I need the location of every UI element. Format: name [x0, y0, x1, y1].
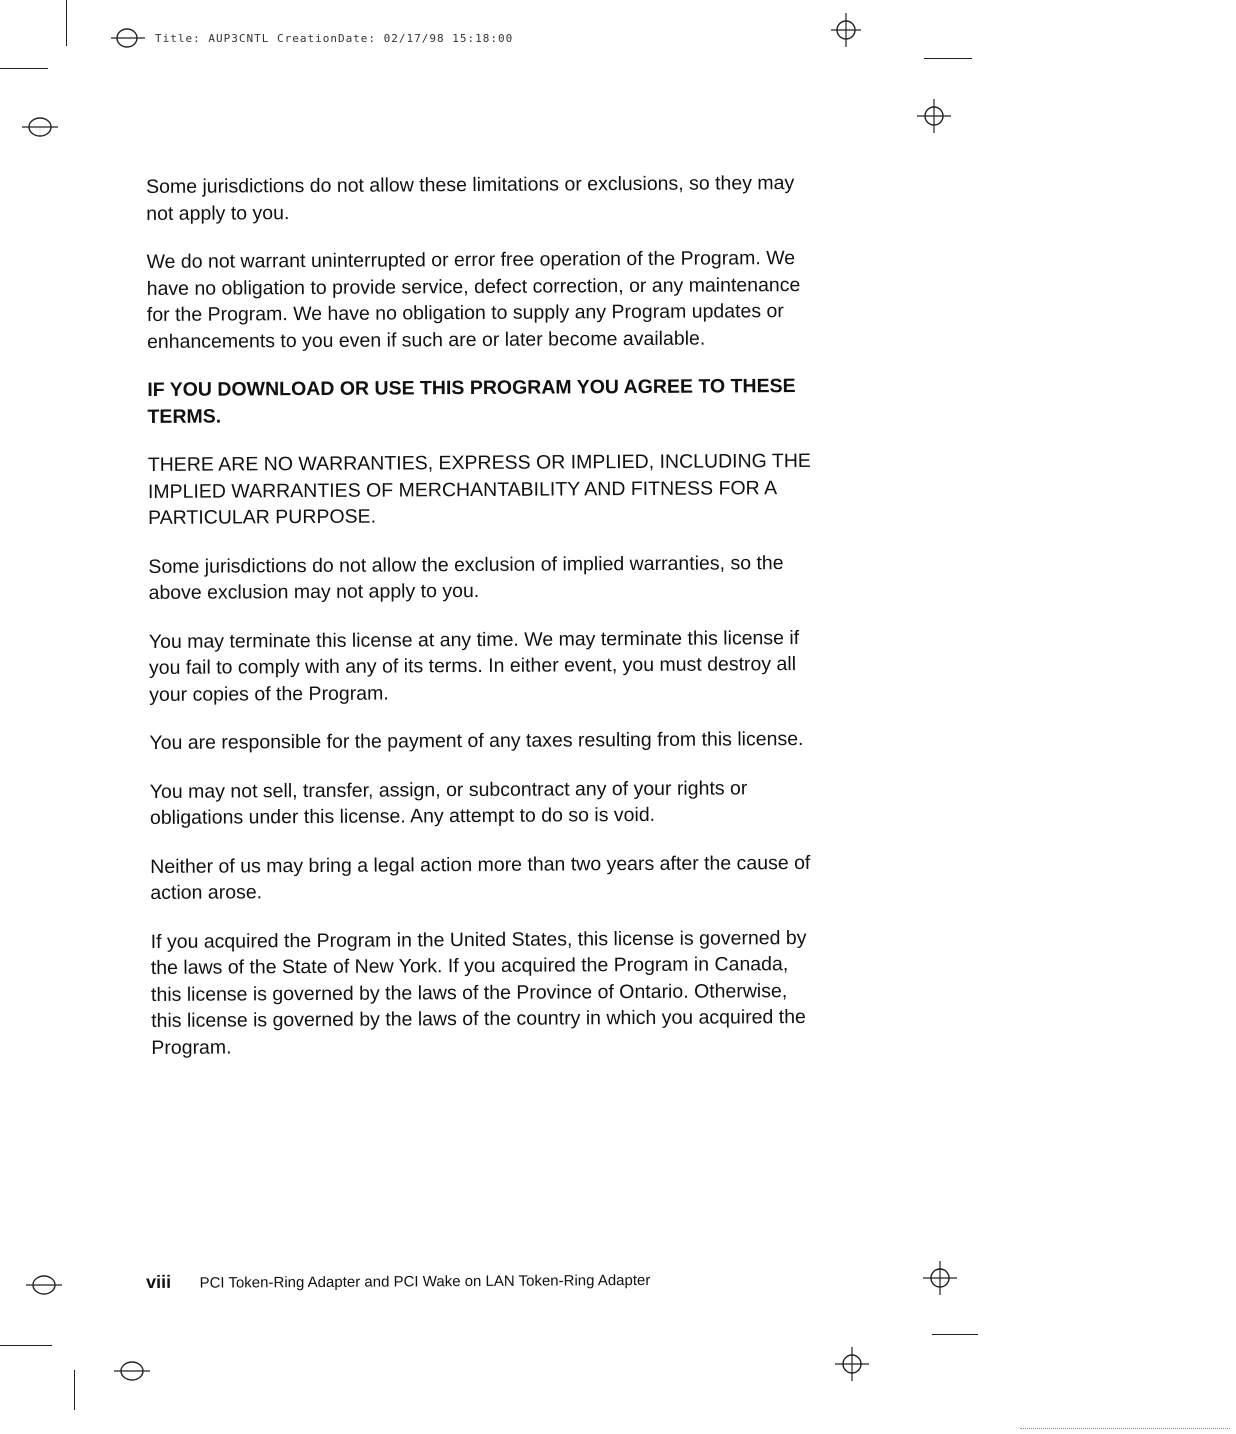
crop-mark-line [0, 68, 48, 69]
registration-mark-icon [834, 1346, 870, 1382]
paragraph-no-warranty-operation: We do not warrant uninterrupted or error free operation of the Program. We have no obligation to provide service, defect correction, or any maintenance for the Program. We have no obligation to supply any Program updates or enhancements to you even if such are or later become available. [146, 247, 801, 353]
paragraph-transfer: You may not sell, transfer, assign, or subcontract any of your rights or obligations under this license. Any attempt to do so is void. [149, 776, 748, 829]
paragraph-limitations: Some jurisdictions do not allow these limitations or exclusions, so they may not apply to you. [146, 172, 795, 225]
print-slug: Title: AUP3CNTL CreationDate: 02/17/98 15:18:00 [155, 32, 514, 45]
paragraph-taxes: You are responsible for the payment of any taxes resulting from this license. [149, 727, 804, 754]
paragraph-governing-law: If you acquired the Program in the United States, this license is governed by the laws of the State of New York. If you acquired the Program in Canada, this license is governed by the laws of the Province of Ontario. Otherwise, this license is governed by the laws of the country in which you acquired the Program. [150, 926, 807, 1059]
registration-mark-icon [24, 1272, 64, 1298]
crop-mark-line [924, 58, 972, 59]
crop-mark-line [932, 1334, 978, 1335]
warranty-statement: THERE ARE NO WARRANTIES, EXPRESS OR IMPLIED, INCLUDING THE IMPLIED WARRANTIES OF MERCHANTABILITY AND FITNESS FOR A PARTICULAR PURPOSE. [147, 449, 811, 529]
crop-mark-line [66, 0, 67, 46]
registration-mark-icon [916, 98, 952, 134]
license-text [146, 170, 822, 1083]
crop-mark-line [0, 1345, 52, 1346]
agreement-heading: IF YOU DOWNLOAD OR USE THIS PROGRAM YOU AGREE TO THESE TERMS. [147, 375, 796, 428]
paragraph-implied-warranties: Some jurisdictions do not allow the exclusion of implied warranties, so the above exclusion may not apply to you. [148, 551, 784, 604]
registration-mark-icon [922, 1260, 958, 1296]
page-number: viii [146, 1271, 172, 1292]
registration-mark-icon [112, 1358, 152, 1384]
crop-mark-line [74, 1370, 75, 1410]
paragraph-termination: You may terminate this license at any time. We may terminate this license if you fail to comply with any of its terms. In either event, you must destroy all your copies of the Program. [148, 626, 800, 706]
scan-artifact-dots [1020, 1428, 1230, 1430]
book-title: PCI Token-Ring Adapter and PCI Wake on LAN Token-Ring Adapter [199, 1271, 651, 1292]
page-footer [146, 1269, 650, 1293]
registration-mark-icon [110, 26, 146, 50]
registration-mark-icon [830, 12, 862, 48]
registration-mark-icon [20, 114, 60, 140]
warranty-disclaimer [147, 373, 818, 532]
paragraph-legal-action: Neither of us may bring a legal action more than two years after the cause of action arose. [150, 851, 811, 904]
